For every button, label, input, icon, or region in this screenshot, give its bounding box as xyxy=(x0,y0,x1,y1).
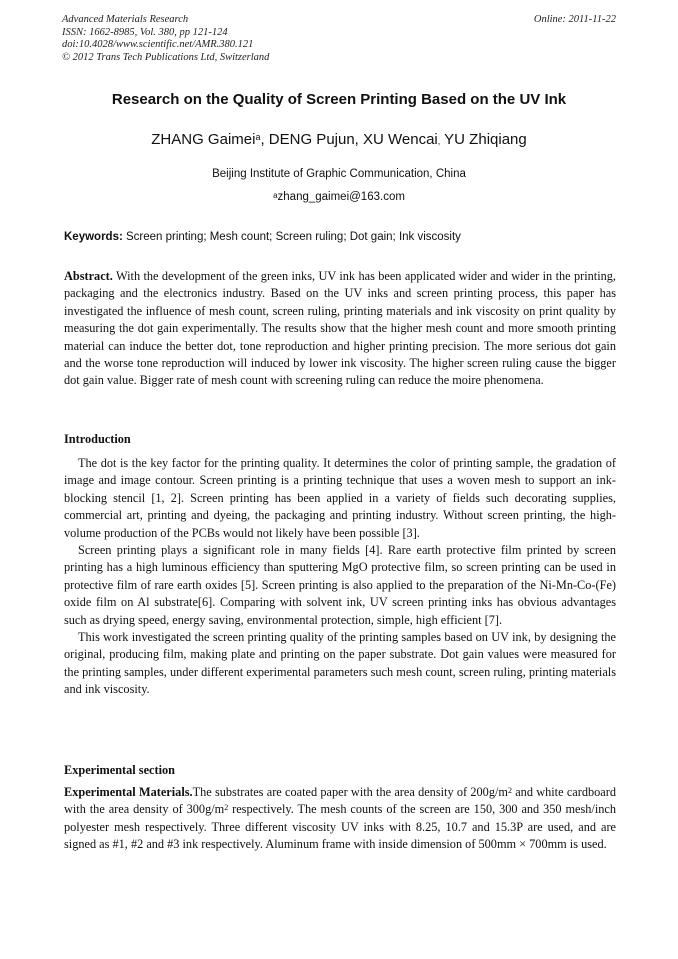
copyright-line: © 2012 Trans Tech Publications Ltd, Switzerland xyxy=(62,51,270,63)
issn-line: ISSN: 1662-8985, Vol. 380, pp 121-124 xyxy=(62,26,228,38)
email-line xyxy=(40,190,638,205)
abstract-label: Abstract. xyxy=(64,269,113,283)
materials-text-a: The substrates are coated paper with the area density of 200g/m xyxy=(192,785,508,799)
materials-sup-b: 2 xyxy=(224,803,229,813)
journal-header xyxy=(62,14,422,64)
materials-sup-a: 2 xyxy=(507,786,512,795)
email-address: zhang_gaimei@163.com xyxy=(277,191,405,203)
author-first: ZHANG Gaimei xyxy=(151,131,256,148)
introduction-heading: Introduction xyxy=(64,432,131,446)
intro-paragraph: The dot is the key factor for the printing quality. It determines the color of printing sample, the gradation of image and image contour. Screen printing is a printing technique that uses a woven mesh to support an ink-blocking stencil [1, 2]. Screen printing has been applied in a variety of fields such decorating supplies, commercial art, printing and dyeing, the packaging and printing industry. Without screen printing, the high-volume production of the PCBs would not likely have been possible [3]. xyxy=(64,456,616,540)
keywords xyxy=(64,230,616,245)
doi-line: doi:10.4028/www.scientific.net/AMR.380.121 xyxy=(62,39,254,50)
author-middle: , DENG Pujun, XU Wencai xyxy=(260,131,438,148)
keywords-text: Screen printing; Mesh count; Screen ruling; Dot gain; Ink viscosity xyxy=(122,231,461,243)
journal-name: Advanced Materials Research xyxy=(62,14,189,25)
author-last: YU Zhiqiang xyxy=(440,131,527,148)
introduction-body xyxy=(64,455,616,699)
affiliation: Beijing Institute of Graphic Communication, China xyxy=(212,168,466,180)
author-list xyxy=(40,130,638,151)
experimental-body xyxy=(64,784,616,854)
intro-paragraph: This work investigated the screen printing quality of the printing samples based on UV ink, by designing the original, producing film, making plate and printing on the paper substrate. Dot gain values were measured for the printing samples, under different experimental parameters such mesh count, screen ruling, printing materials and ink viscosity. xyxy=(64,630,616,697)
abstract xyxy=(64,268,616,390)
experimental-heading: Experimental section xyxy=(64,763,175,777)
email-sup: a xyxy=(273,191,278,200)
keywords-label: Keywords: xyxy=(64,231,123,243)
online-date: Online: 2011-11-22 xyxy=(533,14,616,25)
materials-text-b: and white cardboard with the area density of 300g/m xyxy=(64,785,616,817)
materials-text-c: respectively. The mesh counts of the screen are 150, 300 and 350 mesh/inch polyester mesh respectively. Three different viscosity UV inks with 8.25, 10.7 and 15.3P are used, and are signed as #1, #2 and #3 ink respectively. Aluminum frame with inside dimension of 500mm × 700mm is used. xyxy=(64,802,616,852)
author-first-sup: a xyxy=(255,132,261,142)
paper-title: Research on the Quality of Screen Printing Based on the UV Ink xyxy=(111,91,567,108)
intro-paragraph: Screen printing plays a significant role in many fields [4]. Rare earth protective film printed by screen printing has a high luminous efficiency than sputtering MgO protective film, so screen printing can be used in protective film of rare earth oxides [5]. Screen printing is also applied to the preparation of the Ni-Mn-Co-(Fe) oxide film on Al substrate[6]. Comparing with solvent ink, UV screen printing inks has obvious advantages such as drying speed, energy saving, environmental protection, simple, high efficient [7]. xyxy=(64,543,616,627)
abstract-text: With the development of the green inks, UV ink has been applicated wider and wider in the printing, packaging and the electronics industry. Based on the UV inks and screen printing process, this paper has investigated the influence of mesh count, screen ruling, printing materials and ink viscosity on print quality by measuring the dot gain experimentally. The results show that the higher mesh count and more smooth printing material can induce the better dot, tone reproduction and higher printing precision. The more serious dot gain and the worse tone reproduction will induced by lower ink viscosity. The higher screen ruling cause the bigger dot gain value. Bigger rate of mesh count with screening ruling can reduce the moire phenomena. xyxy=(64,269,616,388)
materials-label: Experimental Materials. xyxy=(64,785,193,799)
author-separator: , xyxy=(437,136,441,146)
